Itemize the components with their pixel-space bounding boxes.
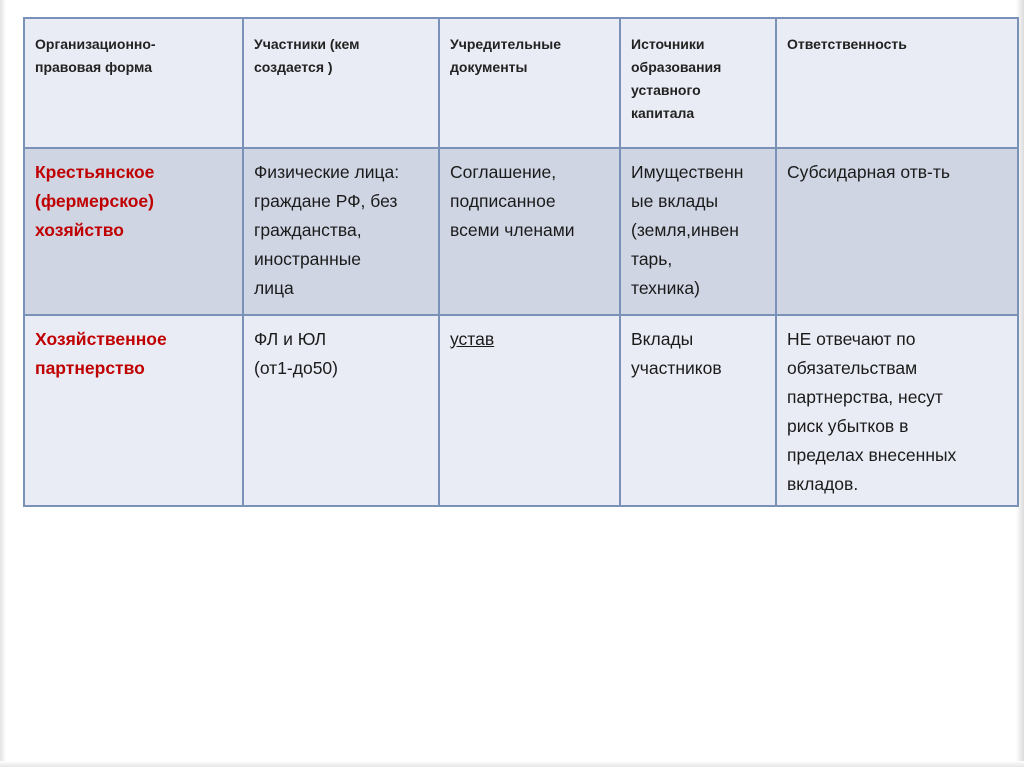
cell-participants: Физические лица: граждане РФ, без гражданства, иностранные лица	[243, 148, 439, 315]
cell-liability: Субсидарная отв-ть	[776, 148, 1018, 315]
slide-edge-left	[0, 0, 6, 767]
cell-capital-sources: Вклады участников	[620, 315, 776, 506]
header-cell-participants: Участники (кем создается )	[243, 18, 439, 148]
header-cell-documents: Учредительные документы	[439, 18, 620, 148]
header-cell-capital-sources: Источники образования уставного капитала	[620, 18, 776, 148]
org-forms-table	[23, 17, 1019, 507]
cell-capital-sources: Имущественн ые вклады (земля,инвен тарь, техника)	[620, 148, 776, 315]
table-header-row	[24, 18, 1018, 148]
cell-form: Хозяйственное партнерство	[24, 315, 243, 506]
header-cell-form: Организационно- правовая форма	[24, 18, 243, 148]
cell-documents	[439, 315, 620, 506]
slide-edge-bottom	[0, 761, 1024, 767]
cell-form: Крестьянское (фермерское) хозяйство	[24, 148, 243, 315]
cell-documents: Соглашение, подписанное всеми членами	[439, 148, 620, 315]
cell-liability: НЕ отвечают по обязательствам партнерства, несут риск убытков в пределах внесенных вкладов.	[776, 315, 1018, 506]
table-row	[24, 315, 1018, 506]
table-row	[24, 148, 1018, 315]
charter-link[interactable]: устав	[450, 329, 495, 349]
header-cell-liability: Ответственность	[776, 18, 1018, 148]
cell-participants: ФЛ и ЮЛ (от1-до50)	[243, 315, 439, 506]
